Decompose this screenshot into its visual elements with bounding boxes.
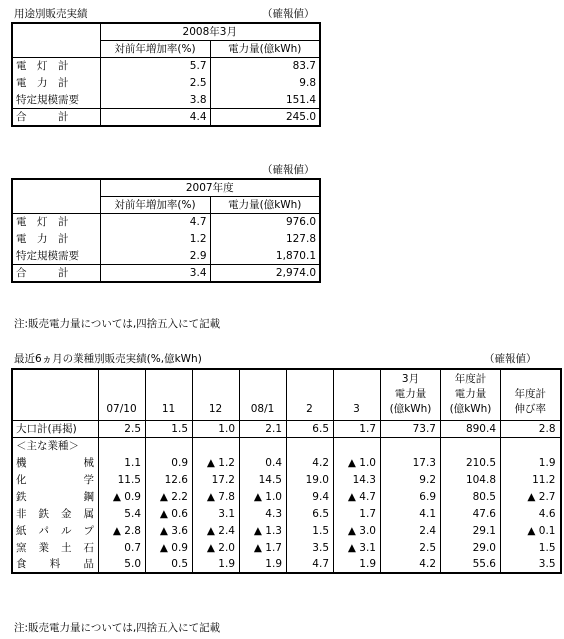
industry-name: 機械 — [16, 456, 94, 469]
table-row — [12, 248, 320, 265]
table-cell: 1.5 — [501, 539, 561, 556]
table-cell: 3.4 — [100, 265, 210, 283]
table-row — [12, 488, 561, 505]
section2-title: 最近6ヵ月の業種別販売実績(%,億kWh) — [14, 353, 202, 365]
table-cell: 4.3 — [240, 505, 287, 522]
table-cell: 14.3 — [334, 471, 381, 488]
table-cell: 29.1 — [441, 522, 501, 539]
table-row — [12, 265, 320, 283]
table-cell: ▲ 1.7 — [240, 539, 287, 556]
table-row — [12, 75, 320, 92]
industry-name: 化学 — [16, 473, 94, 486]
table-row — [12, 420, 561, 437]
table-cell: 83.7 — [210, 58, 320, 75]
table-cell: 2.1 — [240, 420, 287, 437]
table-cell: 1.1 — [99, 454, 146, 471]
header-line: (億kWh) — [449, 402, 492, 415]
table-cell: 104.8 — [441, 471, 501, 488]
table-cell: 890.4 — [441, 420, 501, 437]
table-cell: 47.6 — [441, 505, 501, 522]
table-row — [12, 539, 561, 556]
table-cell: 245.0 — [210, 109, 320, 127]
table-cell: 3.8 — [100, 92, 210, 109]
table-cell: 電 力 計 — [12, 75, 100, 92]
table-row — [12, 454, 561, 471]
table-cell: 127.8 — [210, 231, 320, 248]
table-cell: 976.0 — [210, 214, 320, 231]
table-cell: 0.7 — [99, 539, 146, 556]
table-cell: 特定規模需要 — [12, 92, 100, 109]
table-cell: 4.4 — [100, 109, 210, 127]
table-cell: 2.5 — [100, 75, 210, 92]
table-cell: ▲ 3.1 — [334, 539, 381, 556]
table-cell: 5.7 — [100, 58, 210, 75]
period-label: 2007年度 — [100, 179, 320, 197]
table-cell: ▲ 4.7 — [334, 488, 381, 505]
monthly-table — [11, 22, 321, 127]
table-cell: 6.9 — [381, 488, 441, 505]
table-row — [12, 556, 561, 573]
table-row — [12, 58, 320, 75]
table-cell: 9.2 — [381, 471, 441, 488]
table-cell: 11 — [146, 369, 193, 420]
table-cell: 5.4 — [99, 505, 146, 522]
table-cell: 3.5 — [287, 539, 334, 556]
period-label: 2008年3月 — [100, 23, 320, 41]
note-1: 注:販売電力量については,四捨五入にて記載 — [14, 318, 221, 330]
table-cell: 3.5 — [501, 556, 561, 573]
table-cell: 14.5 — [240, 471, 287, 488]
table-cell: 電 灯 計 — [12, 58, 100, 75]
table-cell: 19.0 — [287, 471, 334, 488]
table-cell: ▲ 0.1 — [501, 522, 561, 539]
table-cell: 0.5 — [146, 556, 193, 573]
table-cell: 6.5 — [287, 505, 334, 522]
march-header — [381, 369, 441, 420]
table-cell: 1.5 — [287, 522, 334, 539]
table-row — [12, 214, 320, 231]
table-cell: 151.4 — [210, 92, 320, 109]
confirmed-label-3: （確報値） — [484, 353, 537, 365]
table-cell: 12 — [193, 369, 240, 420]
table-cell: 4.6 — [501, 505, 561, 522]
table-cell: ▲ 7.8 — [193, 488, 240, 505]
table-cell: 17.2 — [193, 471, 240, 488]
table-cell: ▲ 2.4 — [193, 522, 240, 539]
table-row — [12, 231, 320, 248]
table-cell: 5.0 — [99, 556, 146, 573]
rate-header: 対前年増加率(%) — [100, 197, 210, 214]
note-2: 注:販売電力量については,四捨五入にて記載 — [14, 622, 221, 634]
usage-title: 用途別販売実績 — [14, 8, 88, 20]
table-cell: 1.9 — [193, 556, 240, 573]
amount-header: 電力量(億kWh) — [210, 197, 320, 214]
table-cell: 大口計(再掲) — [12, 420, 99, 437]
confirmed-label-2: （確報値） — [262, 164, 315, 176]
table-cell: ＜主な業種＞ — [16, 439, 79, 452]
table-cell: ▲ 2.8 — [99, 522, 146, 539]
table-cell: ▲ 0.6 — [146, 505, 193, 522]
table-cell: 0.9 — [146, 454, 193, 471]
annual-table — [11, 178, 321, 283]
table-cell: 12.6 — [146, 471, 193, 488]
industry-name: 食料品 — [16, 558, 94, 570]
table-cell: 08/1 — [240, 369, 287, 420]
table-cell: 特定規模需要 — [12, 248, 100, 265]
table-cell: 29.0 — [441, 539, 501, 556]
table-cell: 1.9 — [501, 454, 561, 471]
industry-name: 窯業土石 — [16, 541, 94, 554]
table-cell: 210.5 — [441, 454, 501, 471]
table-cell: 9.4 — [287, 488, 334, 505]
table-row — [12, 109, 320, 127]
table-cell: ▲ 1.3 — [240, 522, 287, 539]
table-cell: 合 計 — [12, 265, 100, 283]
industry-name: 紙パルプ — [16, 524, 94, 537]
header-line: 3月 — [401, 372, 420, 385]
header-line: (億kWh) — [389, 402, 432, 415]
table-cell: 2.9 — [100, 248, 210, 265]
sub-header-row — [12, 437, 561, 454]
table-cell: 1,870.1 — [210, 248, 320, 265]
table-row — [12, 522, 561, 539]
industry-name: 非鉄金属 — [16, 507, 94, 520]
table-cell: 3 — [334, 369, 381, 420]
table-cell: 11.2 — [501, 471, 561, 488]
header-row — [12, 369, 561, 420]
header-line: 年度計 — [454, 372, 487, 385]
table-cell: 9.8 — [210, 75, 320, 92]
fy-growth-header — [501, 369, 561, 420]
confirmed-label-1: （確報値） — [262, 8, 315, 20]
table-cell: 0.4 — [240, 454, 287, 471]
table-cell: 6.5 — [287, 420, 334, 437]
table-cell: 80.5 — [441, 488, 501, 505]
fy-amount-header — [441, 369, 501, 420]
table-cell: 2.5 — [99, 420, 146, 437]
table-cell: 4.2 — [287, 454, 334, 471]
header-line: 伸び率 — [514, 402, 546, 415]
industry-name: 鉄鋼 — [16, 490, 94, 503]
table-cell: 1.9 — [240, 556, 287, 573]
table-cell: 73.7 — [381, 420, 441, 437]
table-cell: ▲ 1.0 — [334, 454, 381, 471]
table-cell: 合 計 — [12, 109, 100, 127]
table-cell: 1.9 — [334, 556, 381, 573]
table-cell: ▲ 1.0 — [240, 488, 287, 505]
table-cell: ▲ 2.2 — [146, 488, 193, 505]
table-cell: 3.1 — [193, 505, 240, 522]
table-cell: 55.6 — [441, 556, 501, 573]
table-cell: 1.7 — [334, 505, 381, 522]
table-cell: 1.2 — [100, 231, 210, 248]
table-cell: 2,974.0 — [210, 265, 320, 283]
table-cell: ▲ 2.0 — [193, 539, 240, 556]
table-cell: 1.0 — [193, 420, 240, 437]
table-cell: 電 力 計 — [12, 231, 100, 248]
table-cell: 4.1 — [381, 505, 441, 522]
table-cell: ▲ 3.0 — [334, 522, 381, 539]
table-row — [12, 471, 561, 488]
table-cell: 1.7 — [334, 420, 381, 437]
table-row — [12, 92, 320, 109]
table-cell: 4.7 — [287, 556, 334, 573]
table-cell: 4.2 — [381, 556, 441, 573]
table-cell: 2.4 — [381, 522, 441, 539]
table-cell: ▲ 0.9 — [146, 539, 193, 556]
table-cell: 2.5 — [381, 539, 441, 556]
header-line: 電力量 — [454, 387, 487, 400]
industry-table — [11, 368, 562, 574]
table-cell: ▲ 3.6 — [146, 522, 193, 539]
table-cell: 07/10 — [99, 369, 146, 420]
table-cell: 1.5 — [146, 420, 193, 437]
table-cell: ▲ 2.7 — [501, 488, 561, 505]
table-cell: 17.3 — [381, 454, 441, 471]
table-cell: ▲ 1.2 — [193, 454, 240, 471]
table-row — [12, 505, 561, 522]
table-cell: 11.5 — [99, 471, 146, 488]
table-cell: ▲ 0.9 — [99, 488, 146, 505]
table-cell: 電 灯 計 — [12, 214, 100, 231]
rate-header: 対前年増加率(%) — [100, 41, 210, 58]
table-cell: 4.7 — [100, 214, 210, 231]
amount-header: 電力量(億kWh) — [210, 41, 320, 58]
table-cell: 2 — [287, 369, 334, 420]
header-line: 電力量 — [394, 387, 427, 400]
table-cell: 2.8 — [501, 420, 561, 437]
header-line: 年度計 — [514, 387, 546, 400]
